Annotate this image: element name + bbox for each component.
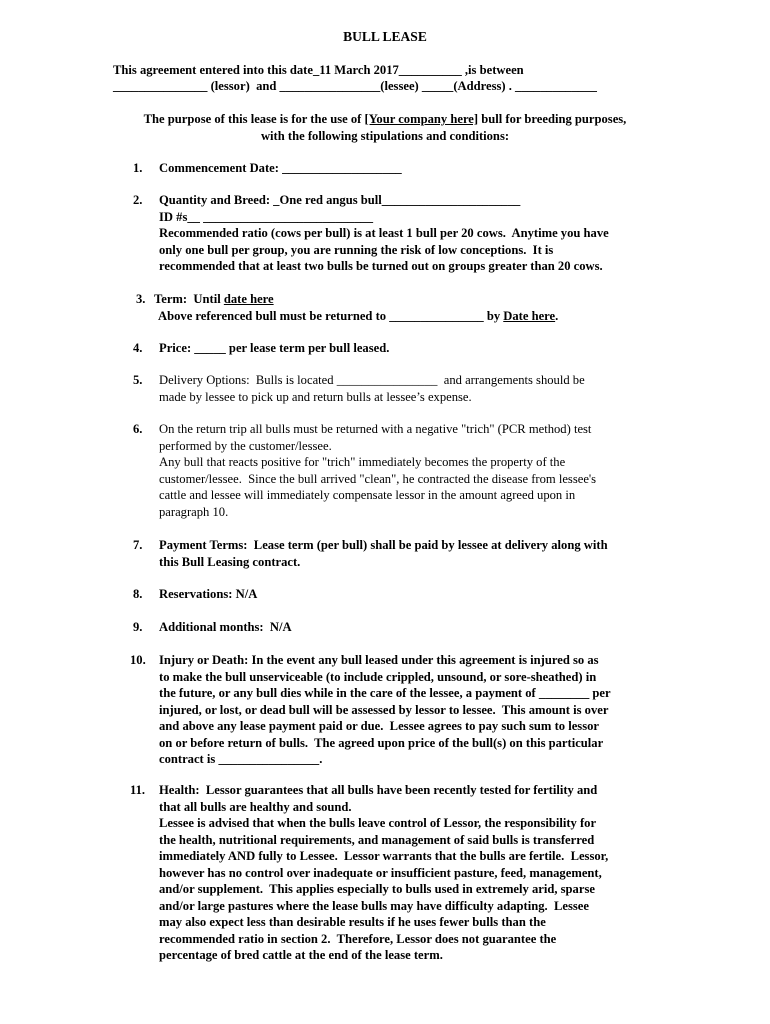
clause-4 (133, 340, 673, 357)
clause-line: that all bulls are healthy and sound. (159, 799, 352, 814)
clause-line: ID #s__ ___________________________ (159, 209, 374, 224)
clause-line: contract is ________________. (159, 752, 323, 766)
purpose-line-2: with the following stipulations and conditions: (260, 128, 510, 143)
clause-number: 6. (133, 422, 143, 436)
clause-line: Commencement Date: ___________________ (159, 161, 402, 175)
clause-line: Lessee is advised that when the bulls leave control of Lessor, the responsibility for (159, 816, 597, 830)
clause-6 (133, 421, 673, 520)
clause-1 (133, 160, 673, 177)
clause-line: however has no control over inadequate or insufficient pasture, feed, management, (159, 865, 602, 880)
clause-11 (130, 782, 673, 964)
clause-line: immediately AND fully to Lessee. Lessor warrants that the bulls are fertile. Lessor, (159, 849, 609, 863)
intro-line-1: This agreement entered into this date_11 March 2017__________ ,is between (113, 63, 524, 77)
clause-line: to make the bull unserviceable (to include crippled, unsound, or sore-sheathed) in (159, 669, 597, 684)
purpose-statement (100, 111, 670, 144)
clause-line: Health: Lessor guarantees that all bulls have been recently tested for fertility and (159, 783, 598, 797)
clause-line: percentage of bred cattle at the end of the lease term. (159, 948, 443, 962)
clause-3 (136, 291, 676, 324)
clause-line: the future, or any bull dies while in the care of the lessee, a payment of ________ per (159, 686, 611, 700)
return-date-placeholder: Date here (503, 308, 556, 323)
clause-line: Quantity and Breed: _One red angus bull______________________ (159, 193, 521, 207)
purpose-post: bull for breeding purposes, (478, 112, 627, 126)
clause-number: 8. (133, 587, 143, 601)
clause-line: Payment Terms: Lease term (per bull) shall be paid by lessee at delivery along with (159, 538, 608, 552)
clause-9 (133, 619, 673, 636)
clause-line: this Bull Leasing contract. (159, 554, 301, 569)
clause-line: customer/lessee. Since the bull arrived "clean", he contracted the disease from lessee's (159, 471, 597, 486)
clause-5 (133, 372, 673, 405)
clause-line: the health, nutritional requirements, and management of said bulls is transferred (159, 832, 595, 847)
clause-line: Injury or Death: In the event any bull leased under this agreement is injured so as (159, 653, 599, 667)
clause-7 (133, 537, 673, 570)
clause-line: and/or supplement. This applies especially to bulls used in extremely arid, sparse (159, 882, 595, 896)
clause-number: 11. (130, 783, 146, 797)
clause-line: Any bull that reacts positive for "trich" immediately becomes the property of the (159, 455, 566, 469)
clause-line: Delivery Options: Bulls is located ________________ and arrangements should be (159, 373, 585, 387)
clause-line: Additional months: N/A (159, 620, 292, 634)
clause-number: 1. (133, 161, 143, 175)
clause-number: 7. (133, 538, 143, 552)
clause-line: may also expect less than desirable results if he uses fewer bulls than the (159, 915, 546, 929)
clause-line: On the return trip all bulls must be returned with a negative "trich" (PCR method) test (159, 422, 592, 436)
clause-8 (133, 586, 673, 603)
document-title: BULL LEASE (343, 29, 427, 44)
clause-2 (133, 192, 673, 275)
clause-line: recommended ratio in section 2. Therefore, Lessor does not guarantee the (159, 931, 557, 946)
clause-line: Reservations: N/A (159, 587, 258, 601)
clause-line: performed by the customer/lessee. (159, 438, 332, 453)
term-date-placeholder: date here (223, 292, 274, 306)
clause-line: made by lessee to pick up and return bulls at lessee’s expense. (159, 389, 472, 404)
clause-number: 2. (133, 193, 143, 207)
clause-line: and above any lease payment paid or due. Lessee agrees to pay such sum to lessor (159, 719, 599, 733)
clause-line: cattle and lessee will immediately compensate lessor in the amount agreed upon in (159, 488, 576, 502)
return-line: Above referenced bull must be returned to _______________ by Date here. (158, 308, 559, 323)
purpose-pre: The purpose of this lease is for the use of (143, 112, 365, 126)
clause-line: Recommended ratio (cows per bull) is at least 1 bull per 20 cows. Anytime you have (159, 226, 609, 240)
clause-number: 4. (133, 341, 143, 355)
clause-number: 9. (133, 620, 143, 634)
clause-line: Price: _____ per lease term per bull leased. (159, 341, 390, 355)
clause-line: and/or large pastures where the lease bulls may have difficulty adapting. Lessee (159, 898, 589, 913)
clause-line: injured, or lost, or dead bull will be assessed by lessor to lessee. This amount is over (159, 702, 609, 717)
clause-number: 10. (130, 653, 146, 667)
clause-10 (130, 652, 673, 768)
clause-line: on or before return of bulls. The agreed upon price of the bull(s) on this particular (159, 735, 604, 750)
clause-number: 5. (133, 373, 143, 387)
clause-line: paragraph 10. (159, 504, 229, 519)
clause-line: recommended that at least two bulls be turned out on groups greater than 20 cows. (159, 259, 603, 273)
clause-number: 3. (136, 292, 146, 306)
company-placeholder: [Your company here] (364, 112, 479, 126)
intro-line-2: _______________ (lessor) and ________________(lessee) _____(Address) . _____________ (113, 79, 597, 93)
term-line: Term: Until date here (154, 292, 274, 306)
clause-line: only one bull per group, you are running the risk of low conceptions. It is (159, 242, 554, 257)
